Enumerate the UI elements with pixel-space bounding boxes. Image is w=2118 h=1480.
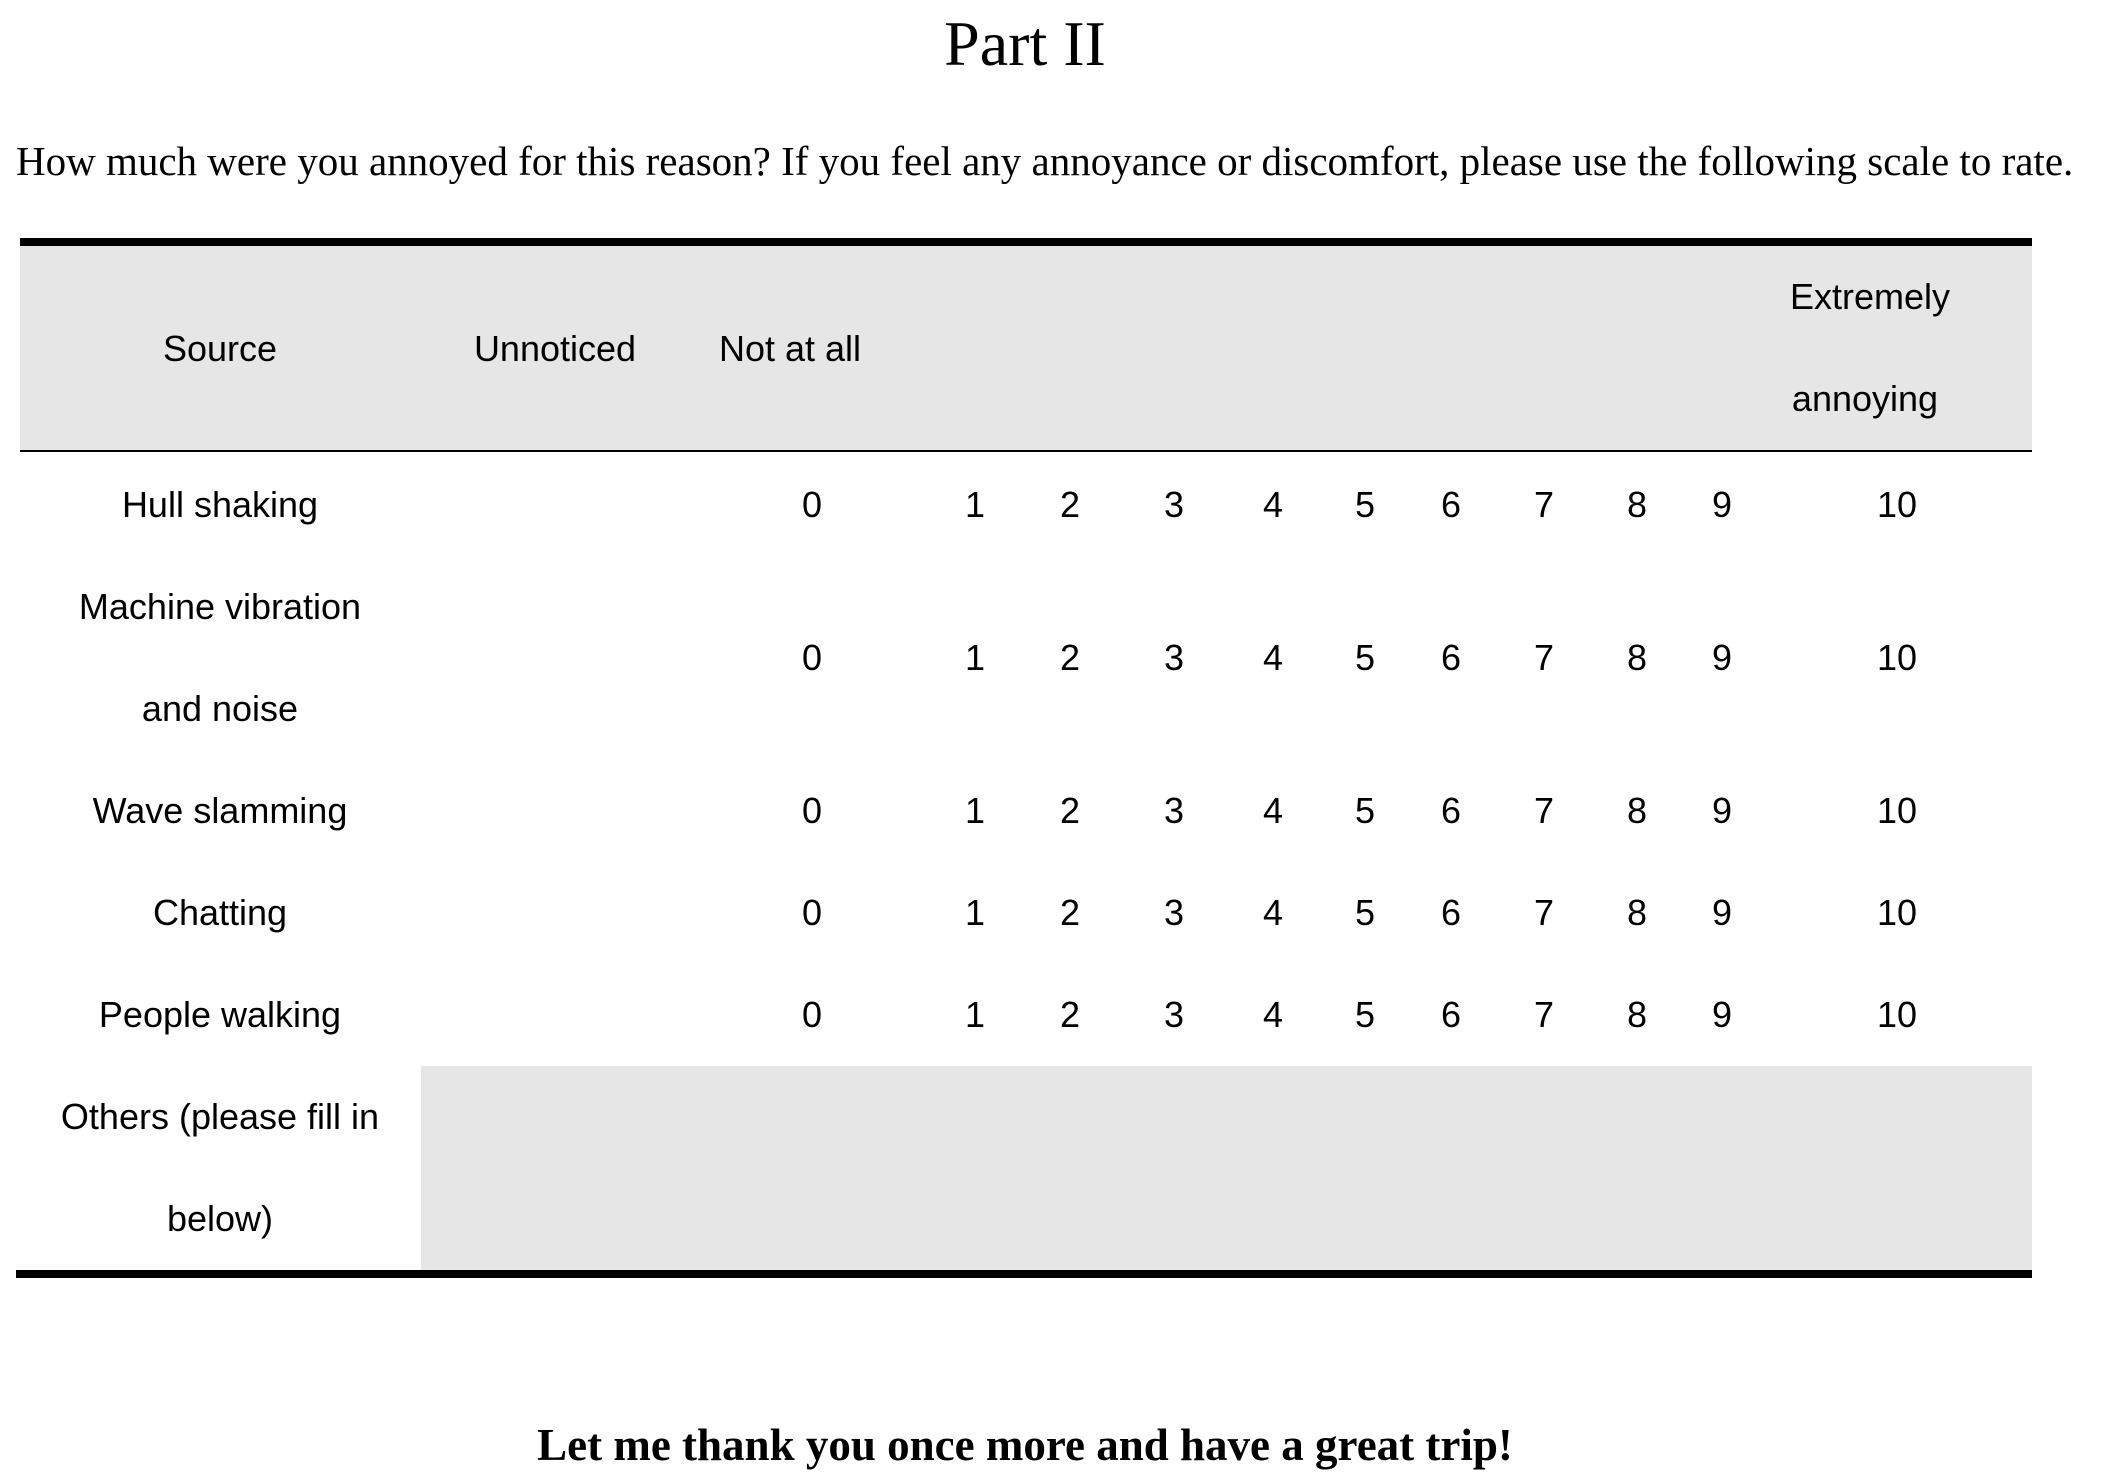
score-option[interactable]: 10 [1876, 892, 1918, 933]
score-option[interactable]: 10 [1876, 637, 1918, 678]
score-option[interactable]: 4 [1262, 892, 1284, 933]
score-option[interactable]: 8 [1626, 484, 1648, 525]
score-option[interactable]: 5 [1354, 484, 1376, 525]
score-option[interactable]: 1 [964, 790, 986, 831]
score-option[interactable]: 4 [1262, 637, 1284, 678]
score-option[interactable]: 6 [1440, 892, 1462, 933]
score-option[interactable]: 8 [1626, 892, 1648, 933]
row-source-people-walking: People walking [98, 994, 342, 1035]
score-option[interactable]: 1 [964, 637, 986, 678]
score-option[interactable]: 2 [1059, 637, 1081, 678]
score-option[interactable]: 0 [801, 637, 823, 678]
score-option[interactable]: 4 [1262, 994, 1284, 1035]
score-option[interactable]: 3 [1163, 790, 1185, 831]
score-option[interactable]: 0 [801, 994, 823, 1035]
header-extremely: Extremely [1789, 276, 1951, 317]
row-source-others: Others (please fill in [60, 1096, 380, 1137]
page-title: Part II [944, 8, 1106, 79]
score-option[interactable]: 8 [1626, 994, 1648, 1035]
table-bottom-rule [16, 1270, 2032, 1278]
row-source-chatting: Chatting [152, 892, 288, 933]
score-option[interactable]: 2 [1059, 892, 1081, 933]
header-annoying [1740, 348, 1990, 450]
score-option[interactable]: 9 [1711, 790, 1733, 831]
score-option[interactable]: 7 [1533, 484, 1555, 525]
score-option[interactable]: 7 [1533, 637, 1555, 678]
score-option[interactable]: 2 [1059, 484, 1081, 525]
row-source-hull-shaking: Hull shaking [121, 484, 319, 525]
table-header-rule [20, 450, 2032, 452]
score-option[interactable]: 5 [1354, 994, 1376, 1035]
score-option[interactable]: 3 [1163, 892, 1185, 933]
score-option[interactable]: 1 [964, 994, 986, 1035]
score-option[interactable]: 9 [1711, 637, 1733, 678]
header-unnoticed: Unnoticed [473, 328, 637, 369]
score-option[interactable]: 3 [1163, 484, 1185, 525]
row-source-machine-vibration-line2: and noise [141, 688, 299, 729]
score-option[interactable]: 5 [1354, 892, 1376, 933]
score-option[interactable]: 10 [1876, 484, 1918, 525]
score-option[interactable]: 3 [1163, 994, 1185, 1035]
header-source: Source [162, 328, 278, 369]
score-option[interactable]: 3 [1163, 637, 1185, 678]
score-option[interactable]: 4 [1262, 790, 1284, 831]
score-option[interactable]: 9 [1711, 484, 1733, 525]
row-source-wave-slamming: Wave slamming [92, 790, 348, 831]
score-option[interactable]: 6 [1440, 790, 1462, 831]
header-not-at-all: Not at all [718, 328, 862, 369]
score-option[interactable]: 8 [1626, 637, 1648, 678]
score-option[interactable]: 1 [964, 892, 986, 933]
closing-message: Let me thank you once more and have a great trip! [537, 1420, 1513, 1470]
score-option[interactable]: 6 [1440, 994, 1462, 1035]
score-option[interactable]: 2 [1059, 790, 1081, 831]
score-option[interactable]: 0 [801, 790, 823, 831]
score-option[interactable]: 0 [801, 892, 823, 933]
score-option[interactable]: 7 [1533, 892, 1555, 933]
score-option[interactable]: 7 [1533, 994, 1555, 1035]
row-source-others-line2: below) [166, 1198, 274, 1239]
score-option[interactable]: 10 [1876, 994, 1918, 1035]
score-option[interactable]: 5 [1354, 637, 1376, 678]
table-top-rule [20, 238, 2032, 246]
score-option[interactable]: 5 [1354, 790, 1376, 831]
row-source-machine-vibration: Machine vibration [78, 586, 362, 627]
score-option[interactable]: 6 [1440, 484, 1462, 525]
score-option[interactable]: 9 [1711, 994, 1733, 1035]
score-option[interactable]: 8 [1626, 790, 1648, 831]
others-fill-in-area[interactable] [421, 1066, 2032, 1270]
score-option[interactable]: 9 [1711, 892, 1733, 933]
instruction-text: How much were you annoyed for this reason? If you feel any annoyance or discomfort, please use the following scale to rate. [16, 138, 2074, 184]
score-option[interactable]: 10 [1876, 790, 1918, 831]
score-option[interactable]: 4 [1262, 484, 1284, 525]
score-option[interactable]: 2 [1059, 994, 1081, 1035]
score-option[interactable]: 7 [1533, 790, 1555, 831]
score-option[interactable]: 6 [1440, 637, 1462, 678]
score-option[interactable]: 1 [964, 484, 986, 525]
score-option[interactable]: 0 [801, 484, 823, 525]
header-annoying-text: annoying [1791, 378, 1939, 419]
